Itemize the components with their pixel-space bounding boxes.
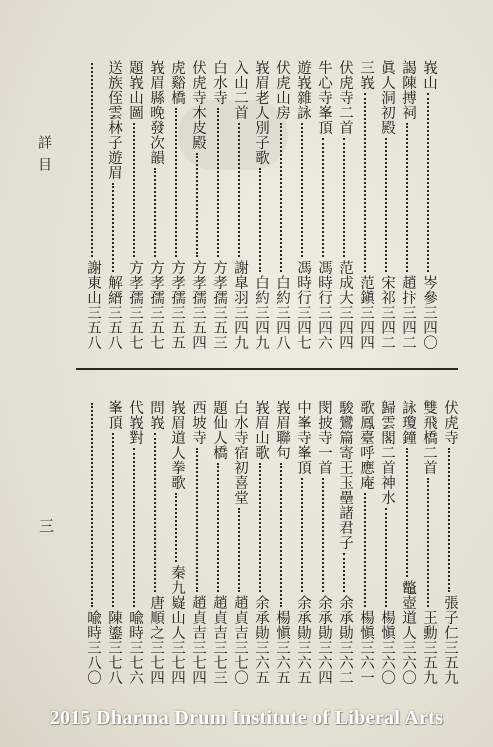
entry-title: 歌鳳臺呼應庵 [358,400,374,490]
entry-author-page: 趙貞吉三七〇 [232,595,248,685]
dot-leader [406,448,408,577]
dot-leader [91,63,93,257]
entry-author-page: 范成大三四四 [337,260,353,350]
dot-leader [301,478,303,592]
entry-author-page: 方孝孺三五三 [211,260,227,350]
entry-title: 峩眉山歌 [253,400,269,460]
entry-author-page: 秦九嶷山人三七四 [169,565,185,685]
toc-entry [103,400,124,685]
toc-entry [124,400,145,685]
entry-author-page: 范鎭三四四 [358,275,374,350]
dot-leader [238,508,240,592]
entry-title: 入山二首 [232,60,248,120]
entry-author-page: 謝東山三五八 [85,260,101,350]
entry-author-page: 楊愼三六〇 [379,610,395,685]
entry-title: 伏虎寺木皮殿 [190,60,206,150]
entry-title: 歸雲閣二首神水 [379,400,395,505]
dot-leader [343,553,345,592]
entry-author-page: 趙貞吉三七四 [190,595,206,685]
entry-author-page: 王勳三五九 [421,610,437,685]
dot-leader [112,183,114,272]
entry-author-page: 馮時行三四七 [295,260,311,350]
toc-entry [82,60,103,350]
entry-author-page: 余承勛三六二 [337,595,353,685]
watermark-text: 2015 Dharma Drum Institute of Liberal Arts [49,707,444,729]
entry-author-page: 白約三四八 [274,275,290,350]
entry-author-page: 喩時三八〇 [85,610,101,685]
dot-leader [259,168,261,272]
entry-author-page: 白約三四九 [253,275,269,350]
entry-title: 謁陳搏祠 [400,60,416,120]
entry-title: 白水寺 [211,60,227,105]
dot-leader [364,493,366,607]
toc-entry [271,60,292,350]
entry-title: 雙飛橋二首 [421,400,437,475]
toc-entry [334,60,355,350]
entry-author-page: 謝皐羽三四九 [232,260,248,350]
toc-entry [145,60,166,350]
dot-leader [385,508,387,607]
entry-author-page: 陳鎏三七八 [106,610,122,685]
entry-title: 峩眉道人拳歌 [169,400,185,490]
entry-title: 題仙人橋 [211,400,227,460]
toc-entry [397,400,418,685]
entry-title: 題峩山圖 [127,60,143,120]
entry-author-page: 唐順之三七四 [148,595,164,685]
toc-entry [250,400,271,685]
dot-leader [427,93,429,272]
dot-leader [238,123,240,257]
entry-author-page: 趙抃三四二 [400,275,416,350]
dot-leader [133,448,135,607]
entry-title: 西坡寺 [190,400,206,445]
contents-lower-half [82,400,460,685]
entry-author-page: 方孝孺三五七 [127,260,143,350]
dot-leader [301,123,303,257]
entry-author-page: 方孝孺三五五 [169,260,185,350]
dot-leader [280,123,282,272]
toc-entry [208,60,229,350]
entry-title: 問峩 [148,400,164,430]
toc-entry [229,400,250,685]
toc-entry [187,400,208,685]
page-number: 三 [37,518,55,541]
toc-entry [187,60,208,350]
entry-title: 詠瓊鐘 [400,400,416,445]
entry-author-page: 宋祁三四二 [379,275,395,350]
dot-leader [427,478,429,607]
divider-line [76,368,458,370]
toc-entry [313,60,334,350]
dot-leader [322,478,324,592]
dot-leader [154,433,156,592]
toc-entry [418,60,439,350]
toc-entry [124,60,145,350]
entry-author-page: 解縉三五八 [106,275,122,350]
entry-title: 峩山 [421,60,437,90]
entry-title: 伏虎寺 [442,400,458,445]
toc-entry [355,60,376,350]
toc-entry [166,60,187,350]
entry-title: 伏虎山房 [274,60,290,120]
entry-title: 虎谿橋 [169,60,185,105]
toc-entry [355,400,376,685]
toc-entry [439,400,460,685]
toc-entry [376,60,397,350]
toc-entry [418,400,439,685]
dot-leader [343,138,345,257]
entry-title: 送族侄雲林子遊眉 [106,60,122,180]
toc-entry [145,400,166,685]
dot-leader [280,463,282,607]
dot-leader [322,138,324,257]
entry-author-page: 楊愼三六一 [358,610,374,685]
toc-entry [229,60,250,350]
entry-author-page: 趙貞吉三七三 [211,595,227,685]
entry-title: 峩眉縣晚發次韻 [148,60,164,165]
entry-title: 中峯寺峯頂 [295,400,311,475]
entry-title: 閔披寺一首 [316,400,332,475]
entry-title: 白水寺宿初喜堂 [232,400,248,505]
entry-author-page: 岑參三四〇 [421,275,437,350]
entry-title: 峩眉老人別子歌 [253,60,269,165]
toc-entry [208,400,229,685]
entry-author-page: 楊愼三六五 [274,610,290,685]
dot-leader [217,108,219,257]
toc-entry [397,60,418,350]
entry-title: 峯頂 [106,400,122,430]
toc-entry [82,400,103,685]
dot-leader [196,153,198,257]
toc-entry [292,60,313,350]
dot-leader [196,448,198,592]
dot-leader [175,108,177,257]
toc-entry [376,400,397,685]
entry-author-page: 余承勛三六四 [316,595,332,685]
entry-author-page: 馮時行三四六 [316,260,332,350]
dot-leader [364,93,366,272]
toc-entry [103,60,124,350]
toc-entry [334,400,355,685]
entry-title: 峩眉聯句 [274,400,290,460]
entry-author-page: 張子仁三五九 [442,595,458,685]
entry-title: 三峩 [358,60,374,90]
dot-leader [217,463,219,592]
dot-leader [154,168,156,257]
entry-author-page: 余承勛三六五 [295,595,311,685]
entry-title: 代峩對 [127,400,143,445]
entry-author-page: 方孝孺三五四 [190,260,206,350]
toc-entry [313,400,334,685]
toc-entry [250,60,271,350]
toc-entry [292,400,313,685]
entry-author-page: 鼈壺道人三六〇 [400,580,416,685]
dot-leader [133,123,135,257]
toc-entry [166,400,187,685]
entry-author-page: 余承勛三六五 [253,595,269,685]
entry-author-page: 喩時三七六 [127,610,143,685]
dot-leader [91,403,93,607]
contents-upper-half [82,60,439,350]
dot-leader [259,463,261,592]
entry-title: 牛心寺峯頂 [316,60,332,135]
dot-leader [406,123,408,272]
section-title: 詳目 [36,135,52,179]
entry-title: 駿鸞篇寄王玉壘諸君子 [337,400,353,550]
entry-title: 眞人洞初殿 [379,60,395,135]
dot-leader [448,448,450,592]
dot-leader [385,138,387,272]
dot-leader [112,433,114,607]
entry-title: 伏虎寺二首 [337,60,353,135]
dot-leader [175,493,177,562]
toc-entry [271,400,292,685]
entry-title: 遊峩雜詠 [295,60,311,120]
entry-author-page: 方孝孺三五七 [148,260,164,350]
